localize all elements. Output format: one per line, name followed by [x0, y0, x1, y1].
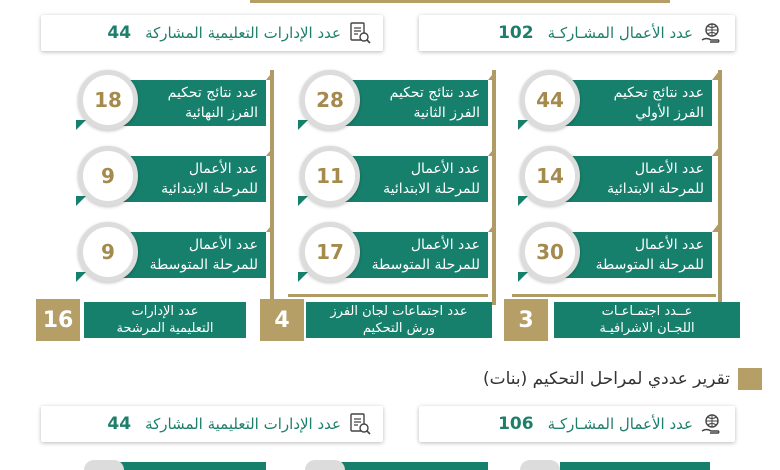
- cropped-row-bar: [118, 462, 266, 470]
- summary-stat: [36, 299, 246, 341]
- stat-row: [300, 222, 488, 286]
- column-divider: [512, 294, 716, 297]
- header-label: عدد الإدارات التعليمية المشاركة: [145, 24, 341, 42]
- stat-value: 17: [300, 222, 360, 282]
- cropped-row-bar: [340, 462, 488, 470]
- summary-stat: [504, 299, 740, 341]
- stat-value: 14: [520, 146, 580, 206]
- summary-value: 4: [260, 299, 304, 341]
- stat-value: 9: [78, 146, 138, 206]
- header-participating-departments: [41, 15, 383, 51]
- header-value: 102: [498, 23, 534, 43]
- stat-label: عدد الأعمال للمرحلة الابتدائية: [342, 156, 488, 202]
- stat-label: عدد الأعمال للمرحلة الابتدائية: [562, 156, 712, 202]
- header-participating-works: [419, 15, 735, 51]
- summary-stat: [260, 299, 492, 341]
- stat-label: عدد نتائج تحكيم الفرز الأولي: [562, 80, 712, 126]
- stat-label: عدد الأعمال للمرحلة المتوسطة: [342, 232, 488, 278]
- stat-label: عدد نتائج تحكيم الفرز الثانية: [342, 80, 488, 126]
- header-participating-departments-girls: [41, 406, 383, 442]
- cropped-row-bar: [560, 462, 710, 470]
- stat-row: [520, 70, 712, 134]
- header-label: عدد الأعمال المشـاركـة: [547, 24, 693, 42]
- header-value: 106: [498, 414, 534, 434]
- column-divider: [288, 294, 488, 297]
- section-title-text: تقرير عددي لمراحل التحكيم (بنات): [482, 369, 730, 389]
- stat-row: [520, 222, 712, 286]
- document-search-icon: [347, 20, 373, 46]
- stat-row: [520, 146, 712, 210]
- stat-row: [78, 146, 266, 210]
- stat-label: عدد الأعمال للمرحلة الابتدائية: [120, 156, 266, 202]
- document-search-icon: [347, 411, 373, 437]
- summary-label: عدد الإدارات التعليمية المرشحة: [84, 302, 246, 338]
- stat-row: [78, 222, 266, 286]
- summary-label: عــدد اجتمـاعـات اللجـان الاشرافيـة: [554, 302, 740, 338]
- title-marker: [738, 368, 762, 390]
- top-divider: [250, 0, 670, 3]
- header-value: 44: [107, 23, 132, 43]
- stat-label: عدد الأعمال للمرحلة المتوسطة: [562, 232, 712, 278]
- stat-label: عدد الأعمال للمرحلة المتوسطة: [120, 232, 266, 278]
- stat-value: 9: [78, 222, 138, 282]
- summary-label: عدد اجتماعات لجان الفرز ورش التحكيم: [306, 302, 492, 338]
- stat-label: عدد نتائج تحكيم الفرز النهائية: [120, 80, 266, 126]
- header-value: 44: [107, 414, 132, 434]
- stat-value: 18: [78, 70, 138, 130]
- header-label: عدد الأعمال المشـاركـة: [547, 415, 693, 433]
- stat-row: [300, 146, 488, 210]
- cropped-row-circle: [520, 460, 560, 470]
- cropped-row-circle: [305, 460, 345, 470]
- stat-value: 30: [520, 222, 580, 282]
- stat-value: 28: [300, 70, 360, 130]
- header-participating-works-girls: [419, 406, 735, 442]
- stat-value: 11: [300, 146, 360, 206]
- stat-row: [78, 70, 266, 134]
- stat-value: 44: [520, 70, 580, 130]
- stat-row: [300, 70, 488, 134]
- hand-globe-icon: [699, 411, 725, 437]
- section-title: [483, 368, 762, 390]
- column-strip: [718, 70, 722, 305]
- header-label: عدد الإدارات التعليمية المشاركة: [145, 415, 341, 433]
- hand-globe-icon: [699, 20, 725, 46]
- column-strip: [270, 70, 274, 305]
- summary-value: 16: [36, 299, 80, 341]
- summary-value: 3: [504, 299, 548, 341]
- cropped-row-circle: [84, 460, 124, 470]
- column-strip: [492, 70, 496, 305]
